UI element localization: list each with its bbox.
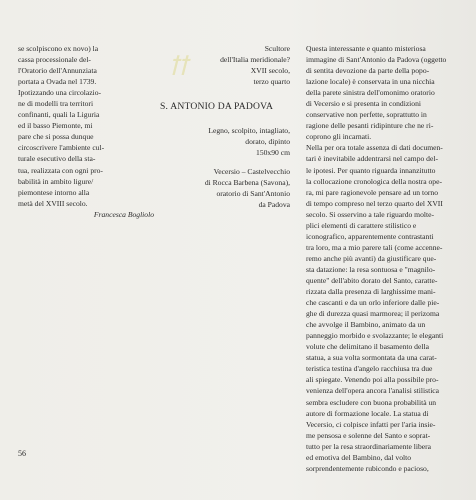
text-line: iconografico, apparentemente contrastanti <box>306 231 434 241</box>
text-line: ne di modelli tra territori <box>18 99 94 109</box>
text-line: Vecersio, ci colpisce infatti per l'aria insie- <box>306 419 436 429</box>
text-line: l'Oratorio dell'Annunziata <box>18 66 97 76</box>
text-line: panneggio morbido e svolazzante; le eleganti <box>306 331 444 341</box>
text-line: remo anche più avanti) da giustificare que- <box>306 253 437 263</box>
attribution-line: terzo quarto <box>253 77 290 87</box>
location-line: di Rocca Barbena (Savona), <box>204 178 290 188</box>
text-line: quente" dell'abito dorato del Santo, caratte- <box>306 275 438 285</box>
text-line: sta datazione: la resa sontuosa e "magnilo- <box>306 264 436 274</box>
text-line: di tempo compreso nel terzo quarto del XVII <box>306 198 443 208</box>
attribution-line: XVII secolo, <box>250 66 290 76</box>
text-line: pare che si possa dunque <box>18 132 94 142</box>
text-line: circoscrivere l'ambiente cul- <box>18 143 105 153</box>
text-line: sorprendentemente rubicondo e pacioso, <box>306 463 429 473</box>
text-line: Nella per ora totale assenza di dati documen- <box>306 143 443 153</box>
text-line: lazione locale) è conservata in una nicchia <box>306 77 435 87</box>
text-line: sembra escludere con buona probabilità un <box>306 397 437 407</box>
text-line: metà del XVIII secolo. <box>18 198 88 208</box>
location-line: Vecersio – Castelvecchio <box>213 167 290 177</box>
text-line: piemontese intorno alla <box>18 187 90 197</box>
location-line: da Padova <box>258 200 290 210</box>
text-line: della parete sinistra dell'omonimo oratorio <box>306 88 435 98</box>
description-line: 150x90 cm <box>256 148 290 158</box>
text-line: ra, mi pare ragionevole pensare ad un torno <box>306 187 438 197</box>
text-line: babilità in ambito ligure/ <box>18 176 94 186</box>
text-line: plici elementi di carattere stilistico e <box>306 220 417 230</box>
page-number: 56 <box>18 449 26 458</box>
text-line: ed emotiva del Bambino, dal volto <box>306 452 412 462</box>
text-line: statua, a sua volta sormontata da una carat- <box>306 353 437 363</box>
text-line: me pensosa e solenne del Santo e soprat- <box>306 430 431 440</box>
text-line: ali spiegate. Venendo poi alla possibile pro- <box>306 375 439 385</box>
text-line: rizzata dalla presenza di larghissime mani- <box>306 287 436 297</box>
artwork-title: S. ANTONIO DA PADOVA <box>160 101 274 113</box>
text-line: cassa processionale del- <box>18 55 91 65</box>
text-line: la collocazione cronologica della nostra ope- <box>306 176 442 186</box>
text-line: che avvolge il Bambino, animato da un <box>306 320 426 330</box>
text-line: confinanti, quali la Liguria <box>18 110 100 120</box>
middle-column <box>160 43 290 211</box>
text-line: venienza dell'opera ancora l'analisi stilistica <box>306 386 440 396</box>
text-line: teristica testina d'angelo racchiusa tra due <box>306 364 433 374</box>
text-line: ed il basso Piemonte, mi <box>18 121 93 131</box>
text-line: tua, realizzata con ogni pro- <box>18 165 103 175</box>
text-line: che cascanti e da un orlo inferiore dalle pie- <box>306 298 440 308</box>
text-line: le ipotesi. Per quanto riguarda innanzitutto <box>306 165 436 175</box>
text-line: Questa interessante e quanto misteriosa <box>306 44 426 53</box>
text-line: tra loro, ma a mio parere tali (come accenne- <box>306 242 443 252</box>
text-line: di sentita devozione da parte della popo- <box>306 66 430 76</box>
location-block <box>160 166 290 210</box>
text-line: secolo. Si osservino a tale riguardo molte- <box>306 209 435 219</box>
text-line: portata a Ovada nel 1739. <box>18 77 97 87</box>
watermark-logo: ꝉꝉ <box>168 52 187 82</box>
description-line: dorato, dipinto <box>245 137 290 147</box>
author-signature: Francesca Bogliolo <box>93 209 154 219</box>
text-line: autore di formazione locale. La statua di <box>306 408 429 418</box>
attribution-line: dell'Italia meridionale? <box>220 55 290 65</box>
text-line: conservative non perfette, soprattutto in <box>306 110 427 120</box>
location-line: oratorio di Sant'Antonio <box>216 189 290 199</box>
text-line: turale esecutivo della sta- <box>18 154 96 164</box>
text-line: coprono gli incarnati. <box>306 132 372 142</box>
text-line: di Vecersio e si presenta in condizioni <box>306 99 421 109</box>
right-column <box>306 43 466 474</box>
text-line: se scolpiscono ex novo) la <box>18 44 99 53</box>
left-column <box>18 43 154 220</box>
text-line: volute che delimitano il basamento della <box>306 342 429 352</box>
text-line: tari è inevitabile addentrarsi nel campo del- <box>306 154 438 164</box>
text-line: ragione delle pesanti ridipinture che ne ri- <box>306 121 434 131</box>
text-line: Ipotizzando una circolazio- <box>18 88 102 98</box>
text-line: ghe di durezza quasi marmorea; il perizoma <box>306 309 440 319</box>
attribution-line: Scultore <box>264 44 290 53</box>
text-line: tutto per la resa straordinariamente libera <box>306 441 432 451</box>
description-line: Legno, scolpito, intagliato, <box>208 126 290 136</box>
text-line: immagine di Sant'Antonio da Padova (oggetto <box>306 55 447 65</box>
